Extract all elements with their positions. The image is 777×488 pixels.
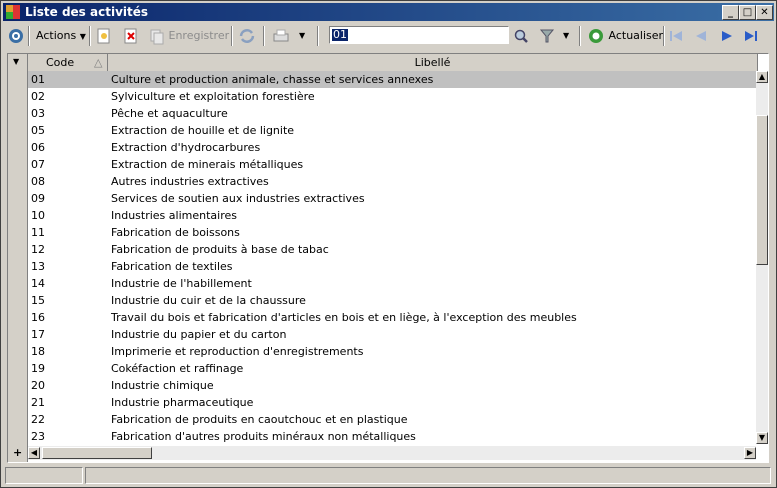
row-code: 10 (31, 209, 45, 222)
row-libelle: Travail du bois et fabrication d'articles en bois et en liège, à l'exception des meubles (111, 311, 577, 324)
table-row[interactable] (28, 139, 758, 156)
row-code: 07 (31, 158, 45, 171)
row-code: 08 (31, 175, 45, 188)
table-row[interactable] (28, 275, 758, 292)
title-bar[interactable] (3, 3, 774, 21)
filter-dropdown-icon[interactable]: ▼ (563, 31, 570, 40)
row-libelle: Industries alimentaires (111, 209, 237, 222)
activities-grid (7, 53, 769, 463)
row-selector-column (8, 54, 28, 462)
toolbar-separator (263, 26, 265, 46)
row-code: 02 (31, 90, 45, 103)
table-row[interactable] (28, 190, 758, 207)
row-libelle: Extraction de houille et de lignite (111, 124, 295, 137)
refresh-button[interactable] (587, 26, 663, 46)
row-code: 18 (31, 345, 45, 358)
table-row[interactable] (28, 394, 758, 411)
scroll-right-icon[interactable]: ▶ (744, 447, 756, 459)
close-icon[interactable]: ✕ (756, 5, 773, 20)
status-bar (5, 467, 771, 484)
table-row[interactable] (28, 326, 758, 343)
row-code: 16 (31, 311, 45, 324)
table-row[interactable] (28, 241, 758, 258)
table-row[interactable] (28, 224, 758, 241)
toolbar-separator (317, 26, 319, 46)
toolbar-separator (231, 26, 233, 46)
filter-icon[interactable] (539, 26, 555, 46)
toolbar (3, 23, 774, 49)
table-row[interactable] (28, 411, 758, 428)
row-code: 06 (31, 141, 45, 154)
column-header-code-label: Code (46, 56, 75, 69)
new-record-icon[interactable] (96, 26, 112, 46)
table-row[interactable] (28, 428, 758, 445)
row-libelle: Industrie du cuir et de la chaussure (111, 294, 306, 307)
vertical-scrollbar[interactable] (756, 71, 768, 444)
row-code: 13 (31, 260, 45, 273)
scroll-down-icon[interactable]: ▼ (756, 432, 768, 444)
grid-header (28, 54, 758, 72)
chevron-down-icon: ▼ (79, 32, 86, 41)
toolbar-separator (663, 26, 665, 46)
row-libelle: Extraction de minerais métalliques (111, 158, 304, 171)
scroll-thumb[interactable] (756, 115, 768, 265)
row-code: 05 (31, 124, 45, 137)
row-code: 20 (31, 379, 45, 392)
row-code: 14 (31, 277, 45, 290)
table-row[interactable] (28, 343, 758, 360)
row-code: 21 (31, 396, 45, 409)
sync-icon[interactable] (238, 26, 256, 46)
row-libelle: Imprimerie et reproduction d'enregistrements (111, 345, 364, 358)
row-libelle: Industrie chimique (111, 379, 214, 392)
row-libelle: Industrie de l'habillement (111, 277, 252, 290)
row-code: 09 (31, 192, 45, 205)
row-libelle: Industrie du papier et du carton (111, 328, 287, 341)
scroll-left-icon[interactable]: ◀ (28, 447, 40, 459)
row-libelle: Pêche et aquaculture (111, 107, 228, 120)
print-icon[interactable] (271, 26, 291, 46)
table-row[interactable] (28, 122, 758, 139)
row-code: 22 (31, 413, 45, 426)
app-logo-icon (6, 5, 20, 19)
table-row[interactable] (28, 309, 758, 326)
first-record-icon[interactable] (668, 26, 684, 46)
scroll-up-icon[interactable]: ▲ (756, 71, 768, 83)
next-record-icon[interactable] (719, 26, 735, 46)
table-row[interactable] (28, 258, 758, 275)
horizontal-scroll-thumb[interactable] (42, 447, 152, 459)
row-libelle: Extraction d'hydrocarbures (111, 141, 261, 154)
previous-record-icon[interactable] (693, 26, 709, 46)
sort-ascending-icon: △ (94, 56, 103, 69)
minimize-icon[interactable]: _ (722, 5, 739, 20)
row-libelle: Cokéfaction et raffinage (111, 362, 244, 375)
row-libelle: Autres industries extractives (111, 175, 269, 188)
delete-record-icon[interactable] (123, 26, 139, 46)
table-row[interactable] (28, 173, 758, 190)
print-dropdown-icon[interactable]: ▼ (299, 31, 306, 40)
row-code: 15 (31, 294, 45, 307)
row-libelle: Culture et production animale, chasse et services annexes (111, 73, 434, 86)
table-row[interactable] (28, 360, 758, 377)
actions-menu-button[interactable] (36, 26, 86, 46)
column-header-libelle[interactable] (108, 54, 758, 71)
last-record-icon[interactable] (743, 26, 759, 46)
refresh-label: Actualiser (608, 29, 664, 42)
search-icon[interactable] (513, 26, 529, 46)
row-libelle: Fabrication de textiles (111, 260, 233, 273)
row-code: 17 (31, 328, 45, 341)
maximize-icon[interactable]: □ (739, 5, 756, 20)
table-row[interactable] (28, 292, 758, 309)
save-label: Enregistrer (168, 29, 230, 42)
search-input[interactable] (329, 26, 509, 44)
row-code: 11 (31, 226, 45, 239)
save-button[interactable] (149, 26, 229, 46)
toolbar-separator (89, 26, 91, 46)
target-icon[interactable] (7, 26, 25, 46)
row-code: 23 (31, 430, 45, 443)
horizontal-scrollbar[interactable] (28, 446, 756, 460)
row-libelle: Fabrication d'autres produits minéraux non métalliques (111, 430, 416, 443)
table-row[interactable] (28, 207, 758, 224)
row-libelle: Sylviculture et exploitation forestière (111, 90, 315, 103)
status-panel-main (85, 467, 771, 484)
toolbar-separator (579, 26, 581, 46)
table-row[interactable] (28, 105, 758, 122)
search-input-value: 01 (333, 28, 347, 41)
window-title: Liste des activités (25, 5, 149, 19)
table-row[interactable] (28, 156, 758, 173)
column-header-code[interactable] (28, 54, 108, 71)
row-libelle: Fabrication de produits en caoutchouc et en plastique (111, 413, 408, 426)
row-code: 19 (31, 362, 45, 375)
status-panel-left (5, 467, 83, 484)
actions-label: Actions (36, 29, 77, 42)
add-row-icon[interactable]: + (13, 446, 23, 459)
row-code: 01 (31, 73, 45, 86)
row-libelle: Services de soutien aux industries extractives (111, 192, 365, 205)
column-menu-icon[interactable]: ▼ (13, 57, 20, 66)
column-header-libelle-label: Libellé (414, 56, 451, 69)
row-code: 12 (31, 243, 45, 256)
row-libelle: Fabrication de boissons (111, 226, 240, 239)
table-row[interactable] (28, 88, 758, 105)
row-code: 03 (31, 107, 45, 120)
row-libelle: Industrie pharmaceutique (111, 396, 254, 409)
toolbar-separator (28, 26, 30, 46)
table-row[interactable] (28, 377, 758, 394)
table-row[interactable] (28, 71, 758, 88)
row-libelle: Fabrication de produits à base de tabac (111, 243, 329, 256)
